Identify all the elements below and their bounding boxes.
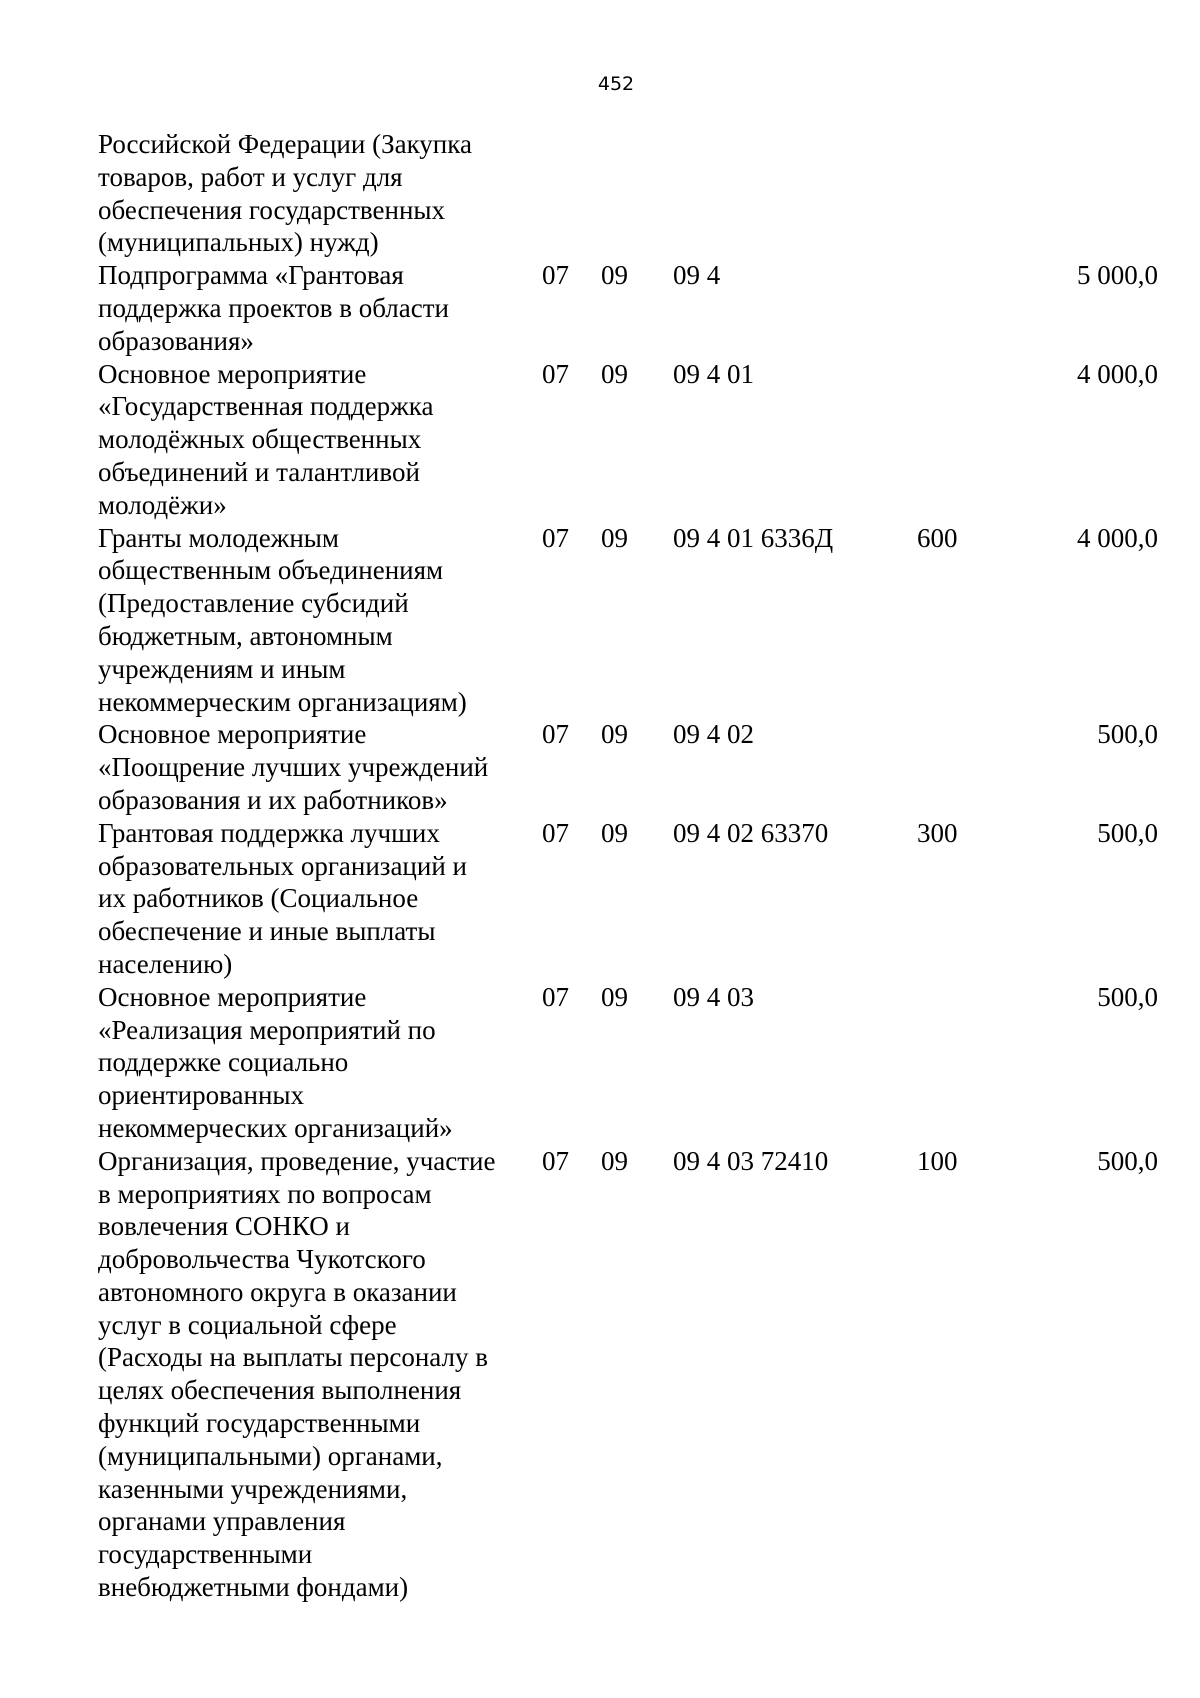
row-name-line: Основное мероприятие bbox=[98, 358, 367, 389]
row-name-line: целях обеспечения выполнения bbox=[98, 1375, 462, 1406]
row-target-article: 09 4 03 bbox=[673, 981, 754, 1012]
row-name-line: (Расходы на выплаты персоналу в bbox=[98, 1342, 488, 1373]
row-subsection: 09 bbox=[601, 817, 628, 848]
row-name-line: Основное мероприятие bbox=[98, 981, 367, 1012]
row-name bbox=[98, 128, 542, 259]
row-amount: 500,0 bbox=[1097, 719, 1158, 750]
row-section: 07 bbox=[542, 1145, 569, 1176]
row-name-line: образования и их работников» bbox=[98, 784, 448, 815]
table-row bbox=[98, 981, 1158, 1145]
row-name-line: ориентированных bbox=[98, 1080, 305, 1111]
row-target-article: 09 4 03 72410 bbox=[673, 1145, 829, 1176]
row-name-line: молодёжи» bbox=[98, 489, 227, 520]
row-name-line: поддержка проектов в области bbox=[98, 292, 449, 323]
row-target-article: 09 4 02 63370 bbox=[673, 817, 829, 848]
row-name-line: внебюджетными фондами) bbox=[98, 1572, 409, 1603]
row-subsection: 09 bbox=[601, 358, 628, 389]
row-name-line: Грантовая поддержка лучших bbox=[98, 817, 440, 848]
row-name-line: образования» bbox=[98, 325, 254, 356]
row-name-line: добровольчества Чукотского bbox=[98, 1244, 426, 1275]
row-expense-type: 300 bbox=[917, 817, 958, 848]
row-name-line: Гранты молодежным bbox=[98, 522, 340, 553]
row-amount: 5 000,0 bbox=[1077, 260, 1158, 291]
row-name-line: общественным объединениям bbox=[98, 555, 444, 586]
row-target-article: 09 4 bbox=[673, 260, 721, 291]
row-name-line: услуг в социальной сфере bbox=[98, 1309, 397, 1340]
row-name-line: (Предоставление субсидий bbox=[98, 588, 409, 619]
row-amount: 500,0 bbox=[1097, 981, 1158, 1012]
row-target-article: 09 4 01 bbox=[673, 358, 754, 389]
row-name bbox=[98, 718, 542, 816]
row-name-line: Российской Федерации (Закупка bbox=[98, 129, 472, 159]
row-amount: 500,0 bbox=[1097, 817, 1158, 848]
row-name-line: учреждениям и иным bbox=[98, 653, 346, 684]
row-name-line: объединений и талантливой bbox=[98, 456, 420, 487]
row-name-line: их работников (Социальное bbox=[98, 883, 419, 914]
row-section: 07 bbox=[542, 522, 569, 553]
table-row bbox=[98, 522, 1158, 719]
row-name-line: (муниципальными) органами, bbox=[98, 1440, 443, 1471]
table-row bbox=[98, 817, 1158, 981]
row-name-line: казенными учреждениями, bbox=[98, 1473, 408, 1504]
row-target-article: 09 4 01 6336Д bbox=[673, 522, 834, 553]
row-section: 07 bbox=[542, 817, 569, 848]
row-name-line: государственными bbox=[98, 1539, 313, 1570]
row-amount: 4 000,0 bbox=[1077, 358, 1158, 389]
row-subsection: 09 bbox=[601, 260, 628, 291]
row-target-article: 09 4 02 bbox=[673, 719, 754, 750]
row-name-line: молодёжных общественных bbox=[98, 424, 422, 455]
table-row bbox=[98, 358, 1158, 522]
row-name-line: обеспечения государственных bbox=[98, 194, 446, 225]
row-section: 07 bbox=[542, 981, 569, 1012]
row-name-line: вовлечения СОНКО и bbox=[98, 1211, 350, 1242]
row-name-line: бюджетным, автономным bbox=[98, 620, 393, 651]
row-subsection: 09 bbox=[601, 981, 628, 1012]
row-name-line: товаров, работ и услуг для bbox=[98, 161, 403, 192]
row-subsection: 09 bbox=[601, 1145, 628, 1176]
row-name-line: (муниципальных) нужд) bbox=[98, 227, 379, 258]
row-name-line: населению) bbox=[98, 948, 233, 979]
row-section: 07 bbox=[542, 358, 569, 389]
row-name-line: обеспечение и иные выплаты bbox=[98, 916, 436, 947]
row-name-line: Организация, проведение, участие bbox=[98, 1145, 496, 1176]
row-name-line: автономного округа в оказании bbox=[98, 1276, 457, 1307]
table-row bbox=[98, 128, 1158, 259]
table-row bbox=[98, 259, 1158, 357]
row-section: 07 bbox=[542, 260, 569, 291]
row-name-line: Основное мероприятие bbox=[98, 719, 367, 750]
row-name-line: «Реализация мероприятий по bbox=[98, 1014, 436, 1045]
row-name bbox=[98, 259, 542, 357]
row-name-line: образовательных организаций и bbox=[98, 850, 467, 881]
row-subsection: 09 bbox=[601, 522, 628, 553]
table-row bbox=[98, 1145, 1158, 1604]
row-subsection: 09 bbox=[601, 719, 628, 750]
row-name-line: Подпрограмма «Грантовая bbox=[98, 260, 404, 291]
row-expense-type: 100 bbox=[917, 1145, 958, 1176]
row-name bbox=[98, 1145, 542, 1604]
row-name bbox=[98, 981, 542, 1145]
row-name-line: функций государственными bbox=[98, 1408, 421, 1439]
row-name-line: некоммерческим организациям) bbox=[98, 686, 467, 717]
row-expense-type: 600 bbox=[917, 522, 958, 553]
row-name-line: некоммерческих организаций» bbox=[98, 1112, 453, 1143]
page-number: 452 bbox=[597, 73, 635, 95]
row-amount: 4 000,0 bbox=[1077, 522, 1158, 553]
row-amount: 500,0 bbox=[1097, 1145, 1158, 1176]
row-name bbox=[98, 522, 542, 719]
row-section: 07 bbox=[542, 719, 569, 750]
row-name-line: поддержке социально bbox=[98, 1047, 349, 1078]
row-name-line: в мероприятиях по вопросам bbox=[98, 1178, 432, 1209]
row-name-line: «Поощрение лучших учреждений bbox=[98, 752, 489, 783]
row-name bbox=[98, 817, 542, 981]
row-name bbox=[98, 358, 542, 522]
row-name-line: «Государственная поддержка bbox=[98, 391, 434, 422]
row-name-line: органами управления bbox=[98, 1506, 346, 1537]
budget-table bbox=[98, 128, 1158, 1604]
table-row bbox=[98, 718, 1158, 816]
